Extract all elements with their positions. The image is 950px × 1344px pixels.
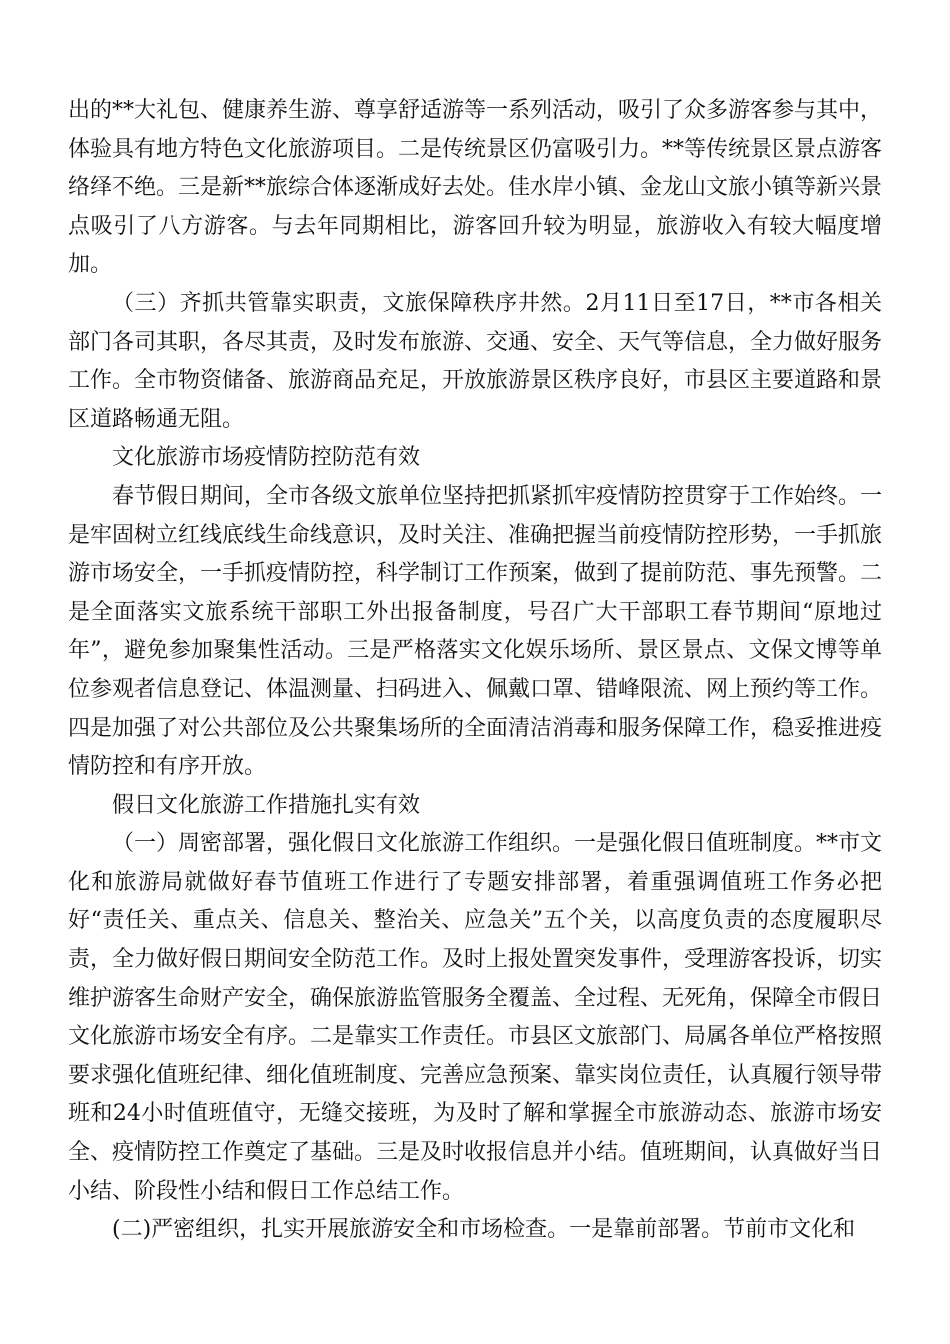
paragraph-tourism-activities: 出的**大礼包、健康养生游、尊享舒适游等一系列活动，吸引了众多游客参与其中，体验具有地方特色文化旅游项目。二是传统景区仍富吸引力。**等传统景区景点游客络绎不绝。三是新**旅综合体逐渐成好去处。佳水岸小镇、金龙山文旅小镇等新兴景点吸引了八方游客。与去年同期相比，游客回升较为明显，旅游收入有较大幅度增加。 [68,98,883,278]
heading-holiday-measures: 假日文化旅游工作措施扎实有效 [112,792,421,818]
heading-epidemic-prevention: 文化旅游市场疫情防控防范有效 [112,445,421,471]
paragraph-section-one: （一）周密部署，强化假日文化旅游工作组织。一是强化假日值班制度。**市文化和旅游局就做好春节值班工作进行了专题安排部署，着重强调值班工作务必把好“责任关、重点关、信息关、整治关、应急关”五个关，以高度负责的态度履职尽责，全力做好假日期间安全防范工作。及时上报处置突发事件，受理游客投诉，切实维护游客生命财产安全，确保旅游监管服务全覆盖、全过程、无死角，保障全市假日文化旅游市场安全有序。二是靠实工作责任。市县区文旅部门、局属各单位严格按照要求强化值班纪律、细化值班制度、完善应急预案、靠实岗位责任，认真履行领导带班和24小时值班值守，无缝交接班，为及时了解和掌握全市旅游动态、旅游市场安全、疫情防控工作奠定了基础。三是及时收报信息并小结。值班期间，认真做好当日小结、阶段性小结和假日工作总结工作。 [68,831,883,1204]
paragraph-section-three: （三）齐抓共管靠实职责，文旅保障秩序井然。2月11日至17日，**市各相关部门各司其职，各尽其责，及时发布旅游、交通、安全、天气等信息，全力做好服务工作。全市物资储备、旅游商品充足，开放旅游景区秩序良好，市县区主要道路和景区道路畅通无阻。 [68,290,883,432]
paragraph-section-two: (二)严密组织，扎实开展旅游安全和市场检查。一是靠前部署。节前市文化和 [112,1217,856,1243]
document-body [68,92,882,1250]
paragraph-epidemic-prevention: 春节假日期间，全市各级文旅单位坚持把抓紧抓牢疫情防控贯穿于工作始终。一是牢固树立红线底线生命线意识，及时关注、准确把握当前疫情防控形势，一手抓旅游市场安全，一手抓疫情防控，科学制订工作预案，做到了提前防范、事先预警。二是全面落实文旅系统干部职工外出报备制度，号召广大干部职工春节期间“原地过年”，避免参加聚集性活动。三是严格落实文化娱乐场所、景区景点、文保文博等单位参观者信息登记、体温测量、扫码进入、佩戴口罩、错峰限流、网上预约等工作。四是加强了对公共部位及公共聚集场所的全面清洁消毒和服务保障工作，稳妥推进疫情防控和有序开放。 [68,483,883,780]
